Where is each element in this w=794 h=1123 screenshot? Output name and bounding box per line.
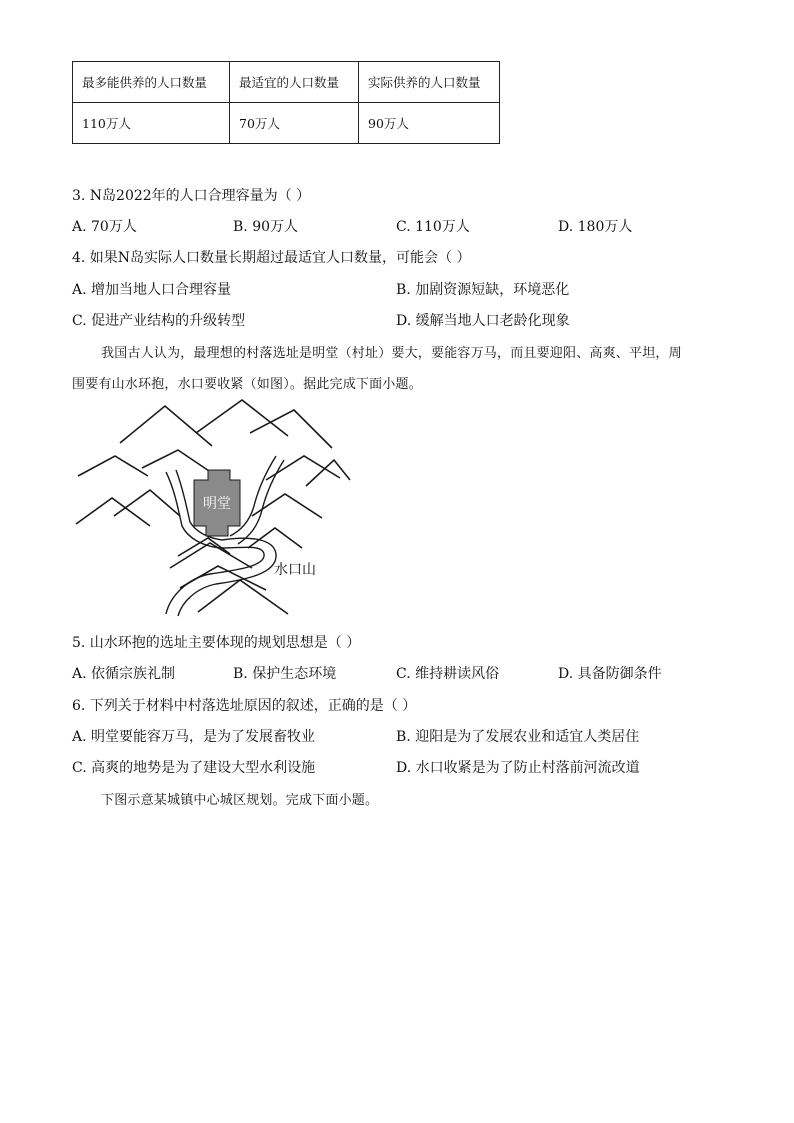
table-cell: 110万人 — [73, 103, 230, 144]
mountain-ridge — [180, 566, 266, 590]
question-5-option-d: D. 具备防御条件 — [558, 666, 662, 682]
mountain-ridge — [306, 460, 350, 486]
question-6-option-c: C. 高爽的地势是为了建设大型水利设施 — [72, 760, 316, 776]
question-6-stem: 6. 下列关于材料中村落选址原因的叙述，正确的是（ ） — [72, 698, 417, 714]
village-site-figure — [70, 398, 360, 620]
mountain-ridge — [78, 456, 148, 476]
question-5-option-c: C. 维持耕读风俗 — [396, 666, 500, 682]
mountain-ridge — [114, 490, 180, 516]
question-3-option-b: B. 90万人 — [233, 219, 299, 235]
passage-1-line-2: 围要有山水环抱，水口要收紧（如图）。据此完成下面小题。 — [72, 377, 422, 392]
table-header-cell: 最多能供养的人口数量 — [73, 62, 230, 103]
question-5-stem: 5. 山水环抱的选址主要体现的规划思想是（ ） — [72, 635, 361, 651]
question-4-option-d: D. 缓解当地人口老龄化现象 — [396, 313, 570, 329]
passage-1-line-1: 我国古人认为，最理想的村落选址是明堂（村址）要大，要能容万马，而且要迎阳、高爽、平坦，周 — [101, 346, 682, 361]
shuikoushan-label: 水口山 — [274, 562, 316, 578]
table-cell: 70万人 — [230, 103, 359, 144]
table-header-row — [73, 62, 500, 103]
question-3-stem: 3. N岛2022年的人口合理容量为（ ） — [72, 188, 311, 204]
table-cell: 90万人 — [359, 103, 500, 144]
question-5-option-a: A. 依循宗族礼制 — [72, 666, 176, 682]
mountain-ridge — [142, 450, 212, 473]
question-3-option-a: A. 70万人 — [72, 219, 137, 235]
question-3-option-d: D. 180万人 — [558, 219, 633, 235]
passage-2-line-1: 下图示意某城镇中心城区规划。完成下面小题。 — [101, 793, 379, 808]
question-6-option-b: B. 迎阳是为了发展农业和适宜人类居住 — [396, 729, 640, 745]
population-table — [72, 61, 500, 144]
table-header-cell: 最适宜的人口数量 — [230, 62, 359, 103]
question-5-option-b: B. 保护生态环境 — [233, 666, 337, 682]
river-bank — [238, 460, 284, 544]
mountain-ridge — [266, 456, 340, 480]
question-4-option-c: C. 促进产业结构的升级转型 — [72, 313, 246, 329]
mountain-ridge — [196, 400, 288, 436]
river-bank — [166, 547, 264, 614]
question-4-stem: 4. 如果N岛实际人口数量长期超过最适宜人口数量，可能会（ ） — [72, 250, 471, 266]
table-row — [73, 103, 500, 144]
mountain-ridge — [76, 498, 150, 526]
table-header-cell: 实际供养的人口数量 — [359, 62, 500, 103]
question-6-option-a: A. 明堂要能容万马，是为了发展畜牧业 — [72, 729, 316, 745]
question-3-option-c: C. 110万人 — [396, 219, 470, 235]
mingtang-label: 明堂 — [203, 496, 231, 512]
question-4-option-a: A. 增加当地人口合理容量 — [72, 282, 232, 298]
question-6-option-d: D. 水口收紧是为了防止村落前河流改道 — [396, 760, 640, 776]
mountain-ridge — [120, 406, 212, 446]
question-4-option-b: B. 加剧资源短缺，环境恶化 — [396, 282, 570, 298]
mountain-ridge — [248, 528, 302, 548]
